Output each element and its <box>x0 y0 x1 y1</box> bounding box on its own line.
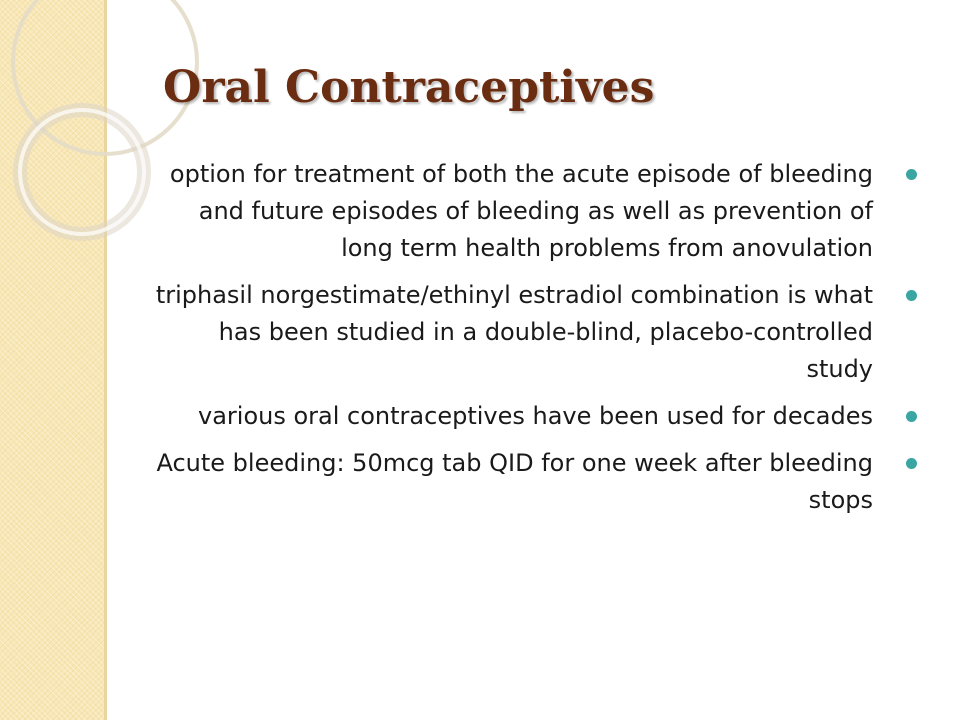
bullet-text: option for treatment of both the acute episode of bleeding and future episodes of bleeding as well as prevention of long term health problems from anovulation <box>169 160 873 262</box>
bullet-item <box>150 277 925 388</box>
bullet-dot-icon <box>906 169 917 180</box>
bullet-dot-icon <box>906 290 917 301</box>
bullet-text: triphasil norgestimate/ethinyl estradiol combination is what has been studied in a double-blind, placebo-controlled study <box>155 281 873 383</box>
bullet-dot-icon <box>906 458 917 469</box>
bullet-item <box>150 156 925 267</box>
small-ring-inner <box>20 110 144 234</box>
bullet-item <box>150 445 925 519</box>
bullet-item <box>150 398 925 435</box>
bullet-text: various oral contraceptives have been used for decades <box>198 402 873 430</box>
bullet-list <box>150 156 925 529</box>
slide-title: Oral Contraceptives <box>163 62 655 113</box>
bullet-dot-icon <box>906 411 917 422</box>
bullet-text: Acute bleeding: 50mcg tab QID for one week after bleeding stops <box>156 449 873 514</box>
